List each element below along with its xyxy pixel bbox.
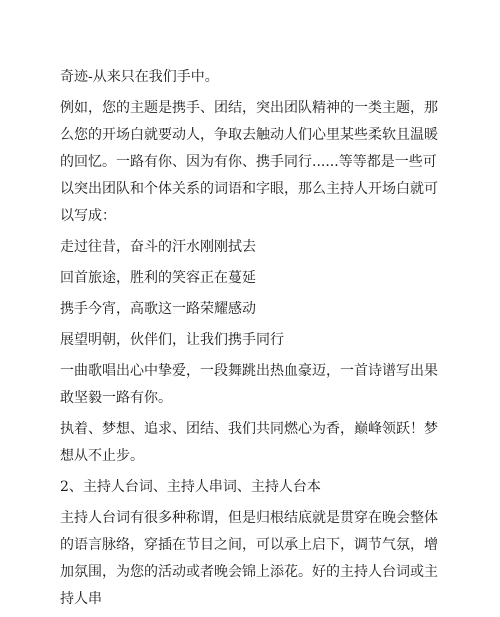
paragraph-example: 例如，您的主题是携手、团结，突出团队精神的一类主题，那么您的开场白就要动人，争取去触动人们心里某些柔软且温暖的回忆。一路有你、因为有你、携手同行......等等都是一些可以突出团队和个体关系的词语和字眼，那么主持人开场白就可以写成： (60, 100, 438, 224)
verse-line-2: 回首旅途，胜利的笑容正在蔓延 (60, 270, 256, 286)
verse-line-1: 走过往昔，奋斗的汗水刚刚拭去 (60, 239, 256, 255)
verse-line-3: 携手今宵，高歌这一路荣耀感动 (60, 301, 256, 317)
paragraph-dream: 执着、梦想、追求、团结、我们共同燃心为香，巅峰领跃！梦想从不止步。 (60, 421, 438, 464)
verse-line-4: 展望明朝，伙伴们，让我们携手同行 (60, 332, 284, 348)
paragraph-host-lines: 主持人台词有很多种称谓，但是归根结底就是贯穿在晚会整体的语言脉络，穿插在节目之间，可以承上启下，调节气氛，增加氛围，为您的活动或者晚会锦上添花。好的主持人台词或主持人串 (60, 510, 438, 607)
section-heading: 2、主持人台词、主持人串词、主持人台本 (60, 479, 321, 495)
document-body (60, 64, 445, 617)
paragraph-song: 一曲歌唱出心中挚爱，一段舞跳出热血豪迈，一首诗谱写出果敢坚毅一路有你。 (60, 363, 438, 406)
paragraph-intro: 奇迹-从来只在我们手中。 (60, 69, 219, 85)
